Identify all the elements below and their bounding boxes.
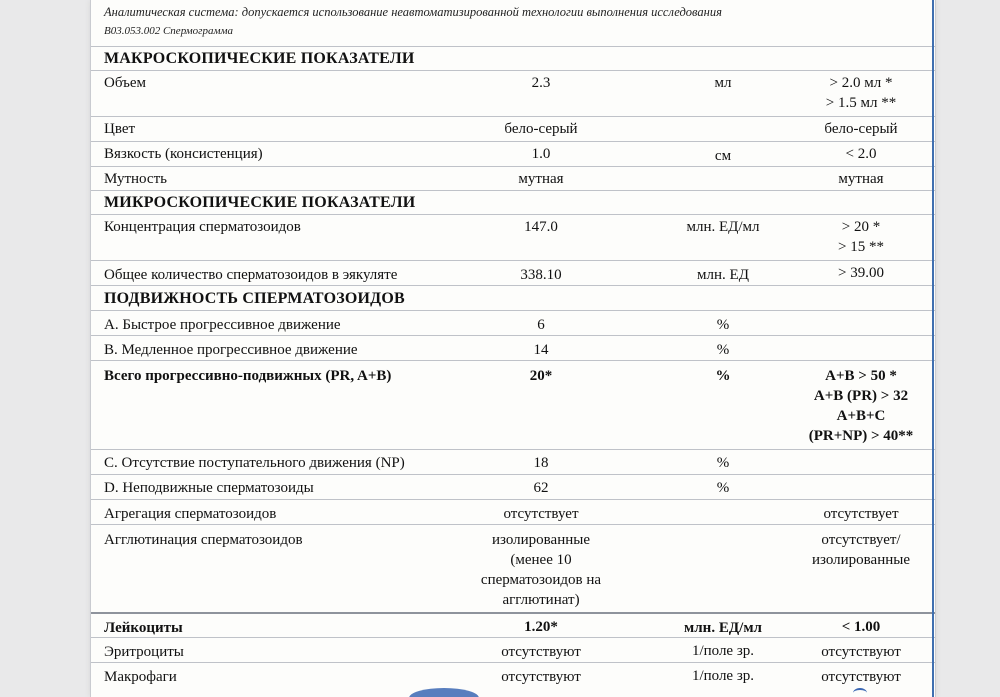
- param-unit: %: [716, 480, 730, 496]
- param-value: 20*: [529, 368, 553, 384]
- param-value: 62: [533, 480, 549, 496]
- param-value: отсутствуют: [501, 644, 581, 660]
- param-reference: > 39.00: [838, 265, 884, 281]
- param-reference: отсутствуют: [821, 644, 901, 660]
- row-concentration: [91, 214, 936, 260]
- row-viscosity: [91, 141, 936, 166]
- param-value: 1.0: [531, 146, 551, 162]
- param-reference: мутная: [838, 171, 884, 187]
- param-reference: отсутствуют: [821, 669, 901, 685]
- param-value: отсутствуют: [501, 669, 581, 685]
- signature-fragment: [853, 688, 867, 697]
- param-unit: млн. ЕД: [697, 267, 749, 283]
- row-volume: [91, 70, 936, 116]
- param-name: A. Быстрое прогрессивное движение: [104, 317, 341, 333]
- param-value: мутная: [518, 171, 564, 187]
- section-title: ПОДВИЖНОСТЬ СПЕРМАТОЗОИДОВ: [104, 290, 405, 307]
- param-name: Цвет: [104, 121, 136, 137]
- param-value: 18: [533, 455, 549, 471]
- param-value: бело-серый: [504, 121, 578, 137]
- param-value: 338.10: [520, 267, 562, 283]
- param-reference: A+B > 50 * A+B (PR) > 32 A+B+C (PR+NP) > 40**: [808, 368, 914, 444]
- param-name: Вязкость (консистенция): [104, 146, 263, 162]
- param-value: отсутствует: [503, 506, 579, 522]
- param-value: 147.0: [524, 219, 558, 235]
- param-unit: %: [716, 455, 730, 471]
- row-leukocytes: [91, 612, 936, 637]
- row-total-progressive: [91, 360, 936, 449]
- param-value: 2.3: [531, 75, 551, 91]
- row-fast-progressive: [91, 310, 936, 335]
- param-value: изолированные (менее 10 сперматозоидов на агглютинат): [480, 532, 602, 608]
- stamp-fragment: [409, 688, 479, 697]
- param-name: Лейкоциты: [104, 620, 183, 636]
- param-name: Объем: [104, 75, 146, 91]
- param-reference: > 20 * > 15 **: [838, 219, 884, 255]
- param-reference: < 1.00: [841, 619, 881, 635]
- param-reference: бело-серый: [824, 121, 898, 137]
- param-value: 14: [533, 342, 549, 358]
- row-slow-progressive: [91, 335, 936, 360]
- param-value: 1.20*: [524, 619, 558, 635]
- section-title: МАКРОСКОПИЧЕСКИЕ ПОКАЗАТЕЛИ: [104, 50, 415, 67]
- report-sheet: [90, 0, 936, 697]
- row-agglutination: [91, 524, 936, 612]
- param-reference: > 2.0 мл * > 1.5 мл **: [825, 75, 897, 111]
- param-unit: млн. ЕД/мл: [686, 219, 760, 235]
- param-unit: %: [716, 342, 730, 358]
- param-name: Эритроциты: [104, 644, 184, 660]
- section-microscopic: [91, 190, 936, 214]
- param-name: Мутность: [104, 171, 167, 187]
- param-name: B. Медленное прогрессивное движение: [104, 342, 358, 358]
- param-name: Макрофаги: [104, 669, 177, 685]
- row-erythrocytes: [91, 637, 936, 662]
- analytic-system-note: Аналитическая система: допускается использование неавтоматизированной технологии выполнения исследования: [104, 5, 722, 19]
- section-motility: [91, 285, 936, 310]
- param-unit: %: [715, 368, 731, 384]
- param-unit: %: [716, 317, 730, 333]
- row-turbidity: [91, 166, 936, 190]
- row-color: [91, 116, 936, 141]
- param-unit: млн. ЕД/мл: [684, 620, 762, 636]
- param-unit: см: [714, 148, 732, 164]
- param-name: Всего прогрессивно-подвижных (PR, A+B): [104, 368, 392, 384]
- cropped-footer: [91, 688, 936, 697]
- row-immotile: [91, 474, 936, 499]
- param-name: Агрегация сперматозоидов: [104, 506, 277, 522]
- param-unit: 1/поле зр.: [691, 643, 755, 659]
- param-name: Агглютинация сперматозоидов: [104, 532, 303, 548]
- row-total-count: [91, 260, 936, 285]
- param-unit: мл: [714, 75, 732, 91]
- param-reference: < 2.0: [845, 146, 877, 162]
- param-reference: отсутствует/ изолированные: [811, 532, 910, 568]
- row-non-progressive: [91, 449, 936, 474]
- section-macroscopic: [91, 46, 936, 70]
- param-reference: отсутствует: [823, 506, 899, 522]
- section-title: МИКРОСКОПИЧЕСКИЕ ПОКАЗАТЕЛИ: [104, 194, 416, 211]
- row-aggregation: [91, 499, 936, 524]
- param-name: Концентрация сперматозоидов: [104, 219, 301, 235]
- param-name: D. Неподвижные сперматозоиды: [104, 480, 314, 496]
- param-value: 6: [537, 317, 545, 333]
- param-unit: 1/поле зр.: [691, 668, 755, 684]
- page-edge-accent: [932, 0, 934, 697]
- test-code: B03.053.002 Спермограмма: [104, 25, 233, 37]
- param-name: Общее количество сперматозоидов в эякуляте: [104, 267, 398, 283]
- param-name: C. Отсутствие поступательного движения (NP): [104, 455, 405, 471]
